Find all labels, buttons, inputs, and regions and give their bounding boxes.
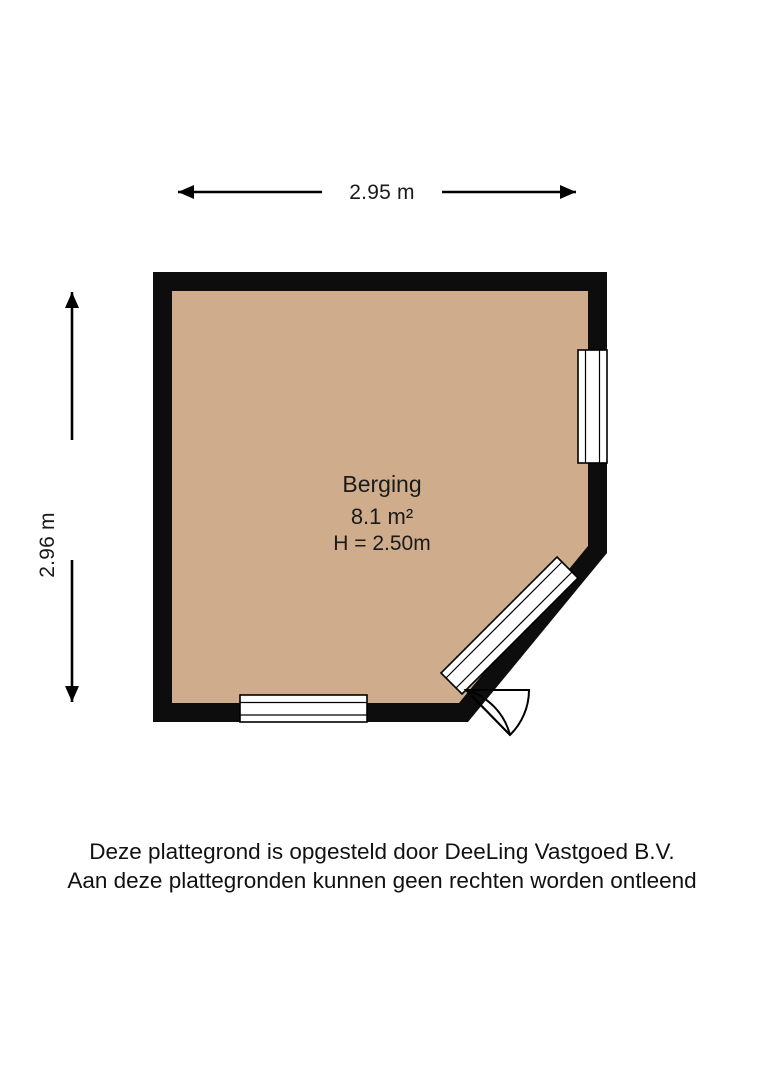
window-right xyxy=(578,350,607,463)
footer-credit-line: Deze plattegrond is opgesteld door DeeLing Vastgoed B.V. xyxy=(89,839,675,864)
footer-disclaimer-line: Aan deze plattegronden kunnen geen rechten worden ontleend xyxy=(67,868,697,893)
room-height-label: H = 2.50m xyxy=(333,532,431,555)
top-dimension-label: 2.95 m xyxy=(349,181,415,204)
window-bottom xyxy=(240,695,367,722)
room-area-label: 8.1 m² xyxy=(350,504,414,529)
room-name-label: Berging xyxy=(342,471,422,497)
left-dimension-label: 2.96 m xyxy=(36,512,59,578)
